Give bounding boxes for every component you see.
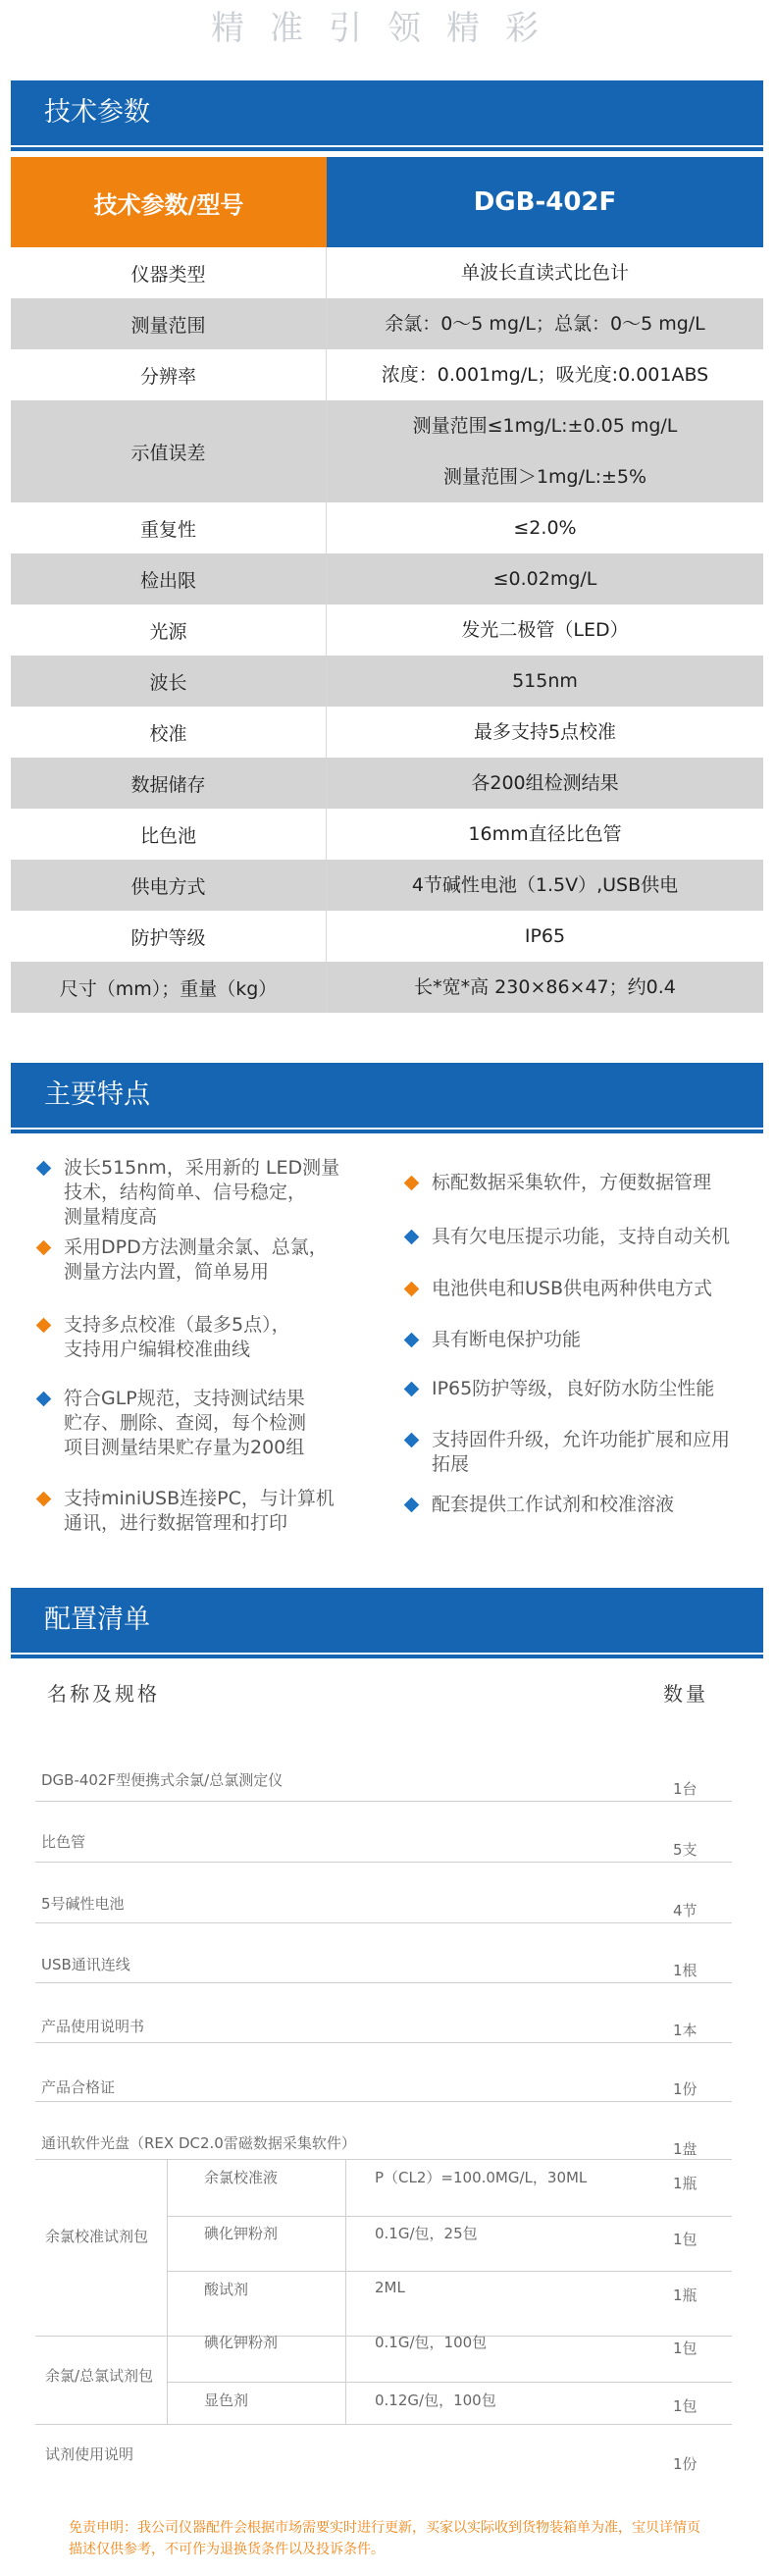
feature-item [398,1493,763,1517]
feature-text-line: 贮存、删除、查阅，每个检测 [64,1412,307,1434]
config-sub-name: 碘化钾粉剂 [204,2225,279,2242]
config-item-name: 产品使用说明书 [41,2018,145,2035]
feature-text-line: 具有欠电压提示功能，支持自动关机 [432,1226,731,1247]
spec-value-line: 单波长直读式比色计 [460,262,629,284]
spec-row [11,605,763,656]
spec-row [11,502,763,553]
config-sub-spec: 0.12G/包，100包 [375,2392,496,2409]
config-divider [35,1922,732,1923]
spec-value-line: 515nm [512,670,578,692]
config-sub-spec: 2ML [375,2279,405,2296]
spec-value-line: 测量范围≤1mg/L:±0.05 mg/L [412,415,678,437]
diamond-bullet-icon [404,1382,420,1397]
spec-param-value [327,809,763,860]
feature-item [398,1225,763,1249]
feature-text-line: 测量精度高 [64,1206,158,1228]
spec-param-value [327,553,763,605]
feature-item [30,1387,384,1460]
config-sub-name: 酸试剂 [204,2281,249,2298]
spec-row [11,349,763,400]
diamond-bullet-icon [404,1498,420,1513]
feature-text-line: 支持多点校准（最多5点）， [64,1314,290,1336]
section-title-features: 主要特点 [11,1063,763,1128]
config-divider [35,1862,732,1863]
feature-item [30,1156,384,1230]
config-divider [35,2424,732,2425]
spec-row [11,809,763,860]
config-column-divider [167,2159,168,2336]
diamond-bullet-icon [404,1282,420,1297]
spec-row [11,247,763,298]
feature-text-line: 技术，结构简单、信号稳定， [64,1182,307,1203]
spec-value-line: 各200组检测结果 [471,772,619,794]
config-divider [35,2159,732,2160]
config-head-qty: 数量 [663,1682,708,1706]
spec-row [11,707,763,758]
spec-row [11,758,763,809]
config-column-divider [167,2336,168,2424]
config-item-qty: 5支 [673,1841,698,1859]
config-divider [35,1801,732,1802]
config-divider [167,2216,732,2217]
config-column-divider [345,2159,346,2336]
config-sub-qty: 1瓶 [673,2287,698,2304]
config-item-qty: 1本 [673,2022,698,2039]
spec-value-line: ≤0.02mg/L [492,568,597,590]
spec-param-name: 仪器类型 [11,247,327,298]
feature-text-line: 具有断电保护功能 [432,1329,582,1350]
feature-text-line: 波长515nm，采用新的 LED测量 [64,1157,340,1179]
feature-text-line: 项目测量结果贮存量为200组 [64,1437,305,1458]
spec-param-value [327,707,763,758]
spec-param-name: 重复性 [11,502,327,553]
feature-text-line: 支持固件升级，允许功能扩展和应用 [432,1429,731,1450]
disclaimer-line: 免责申明：我公司仪器配件会根据市场需要实时进行更新，买家以实际收到货物装箱单为准，宝贝详情页 [69,2520,700,2536]
feature-item [30,1487,384,1536]
feature-text-line: 标配数据采集软件，方便数据管理 [432,1172,712,1193]
config-item-name: 产品合格证 [41,2078,116,2096]
spec-row [11,298,763,349]
config-item-name: DGB-402F型便携式余氯/总氯测定仪 [41,1771,284,1789]
diamond-bullet-icon [404,1433,420,1448]
config-sub-name: 碘化钾粉剂 [204,2334,279,2351]
spec-param-name: 分辨率 [11,349,327,400]
config-group-name: 余氯/总氯试剂包 [45,2367,154,2385]
spec-row [11,400,763,502]
config-item-qty: 1台 [673,1780,698,1798]
feature-text-line: 电池供电和USB供电两种供电方式 [432,1278,713,1299]
config-item-name: 通讯软件光盘（REX DC2.0雷磁数据采集软件） [41,2134,356,2152]
config-sub-qty: 1包 [673,2397,698,2415]
config-item-qty: 1盘 [673,2140,698,2158]
diamond-bullet-icon [36,1392,52,1407]
feature-text-line: 测量方法内置，简单易用 [64,1261,270,1283]
spec-param-value [327,400,763,502]
config-item-qty: 1份 [673,2080,698,2098]
config-divider [35,2101,732,2102]
diamond-bullet-icon [36,1240,52,1256]
spec-param-value [327,911,763,962]
spec-table [11,157,763,1013]
spec-row [11,553,763,605]
section-title-config: 配置清单 [11,1588,763,1653]
config-sub-name: 余氯校准液 [204,2169,279,2186]
spec-value-line: 余氯：0～5 mg/L；总氯：0～5 mg/L [385,313,705,335]
spec-param-value [327,349,763,400]
feature-item [398,1328,763,1352]
spec-param-value [327,247,763,298]
spec-param-name: 数据储存 [11,758,327,809]
feature-text-line: 支持用户编辑校准曲线 [64,1339,251,1360]
spec-param-value [327,962,763,1013]
config-sub-spec: 0.1G/包，100包 [375,2334,488,2351]
spec-value-line: ≤2.0% [513,517,577,539]
config-item-qty: 1份 [673,2455,698,2473]
spec-value-line: 4节碱性电池（1.5V）,USB供电 [411,874,679,896]
spec-param-name: 检出限 [11,553,327,605]
spec-row [11,962,763,1013]
feature-item [30,1235,384,1285]
spec-param-value [327,758,763,809]
spec-value-line: 最多支持5点校准 [473,721,617,743]
spec-param-name: 光源 [11,605,327,656]
spec-value-line: 测量范围＞1mg/L:±5% [442,466,647,488]
spec-table-header [11,157,763,247]
diamond-bullet-icon [36,1492,52,1507]
spec-param-name: 防护等级 [11,911,327,962]
spec-param-value [327,860,763,911]
spec-param-name: 比色池 [11,809,327,860]
config-head-name: 名称及规格 [47,1682,160,1706]
config-sub-spec: 0.1G/包，25包 [375,2225,478,2242]
diamond-bullet-icon [36,1161,52,1177]
diamond-bullet-icon [404,1333,420,1348]
top-banner-slogan: 精准引领精彩 [211,9,564,48]
spec-param-value [327,298,763,349]
spec-param-name: 测量范围 [11,298,327,349]
spec-row [11,656,763,707]
spec-param-name: 供电方式 [11,860,327,911]
config-item-name: 比色管 [41,1833,86,1851]
feature-item [398,1428,763,1477]
feature-text-line: 通讯，进行数据管理和打印 [64,1512,288,1534]
feature-text-line: IP65防护等级，良好防水防尘性能 [432,1378,715,1399]
config-sub-name: 显色剂 [204,2392,249,2409]
spec-param-name: 示值误差 [11,400,327,502]
feature-item [398,1171,763,1195]
spec-row [11,860,763,911]
diamond-bullet-icon [404,1176,420,1191]
section-title-tech: 技术参数 [11,80,763,145]
spec-value-line: 16mm直径比色管 [468,823,622,845]
diamond-bullet-icon [36,1318,52,1334]
spec-value-line: IP65 [524,925,566,947]
config-item-name: 5号碱性电池 [41,1895,125,1913]
diamond-bullet-icon [404,1230,420,1245]
config-sub-qty: 1包 [673,2231,698,2248]
spec-param-name: 尺寸（mm）；重量（kg） [11,962,327,1013]
spec-header-model: DGB-402F [327,157,763,247]
spec-param-value [327,605,763,656]
feature-text-line: 支持miniUSB连接PC，与计算机 [64,1488,335,1509]
spec-header-label: 技术参数/型号 [11,157,327,247]
feature-text-line: 拓展 [432,1453,470,1475]
config-item-name: 试剂使用说明 [45,2445,134,2463]
spec-param-value [327,502,763,553]
spec-value-line: 浓度：0.001mg/L；吸光度:0.001ABS [381,364,709,386]
spec-param-value [327,656,763,707]
config-column-divider [345,2336,346,2424]
feature-item [398,1277,763,1301]
feature-text-line: 配套提供工作试剂和校准溶液 [432,1494,675,1515]
config-sub-spec: P（CL2）=100.0MG/L，30ML [375,2169,588,2186]
config-item-qty: 1根 [673,1962,698,1979]
feature-text-line: 符合GLP规范，支持测试结果 [64,1388,305,1409]
spec-value-line: 长*宽*高 230×86×47；约0.4 [414,976,676,998]
features-list [11,1141,763,1563]
config-divider [167,2382,732,2383]
spec-param-name: 校准 [11,707,327,758]
feature-text-line: 采用DPD方法测量余氯、总氯， [64,1236,328,1258]
config-sub-qty: 1包 [673,2339,698,2357]
disclaimer [69,2517,716,2560]
config-item-name: USB通讯连线 [41,1956,130,1973]
spec-row [11,911,763,962]
disclaimer-line: 描述仅供参考，不可作为退换货条件以及投诉条件。 [69,2542,385,2557]
config-group-name: 余氯校准试剂包 [45,2228,149,2245]
feature-item [398,1377,763,1401]
feature-item [30,1313,384,1362]
config-divider [167,2271,732,2272]
spec-param-name: 波长 [11,656,327,707]
config-item-qty: 4节 [673,1902,698,1919]
config-sub-qty: 1瓶 [673,2175,698,2192]
config-divider [35,2042,732,2043]
spec-value-line: 发光二极管（LED） [461,619,629,641]
config-divider [35,1982,732,1983]
